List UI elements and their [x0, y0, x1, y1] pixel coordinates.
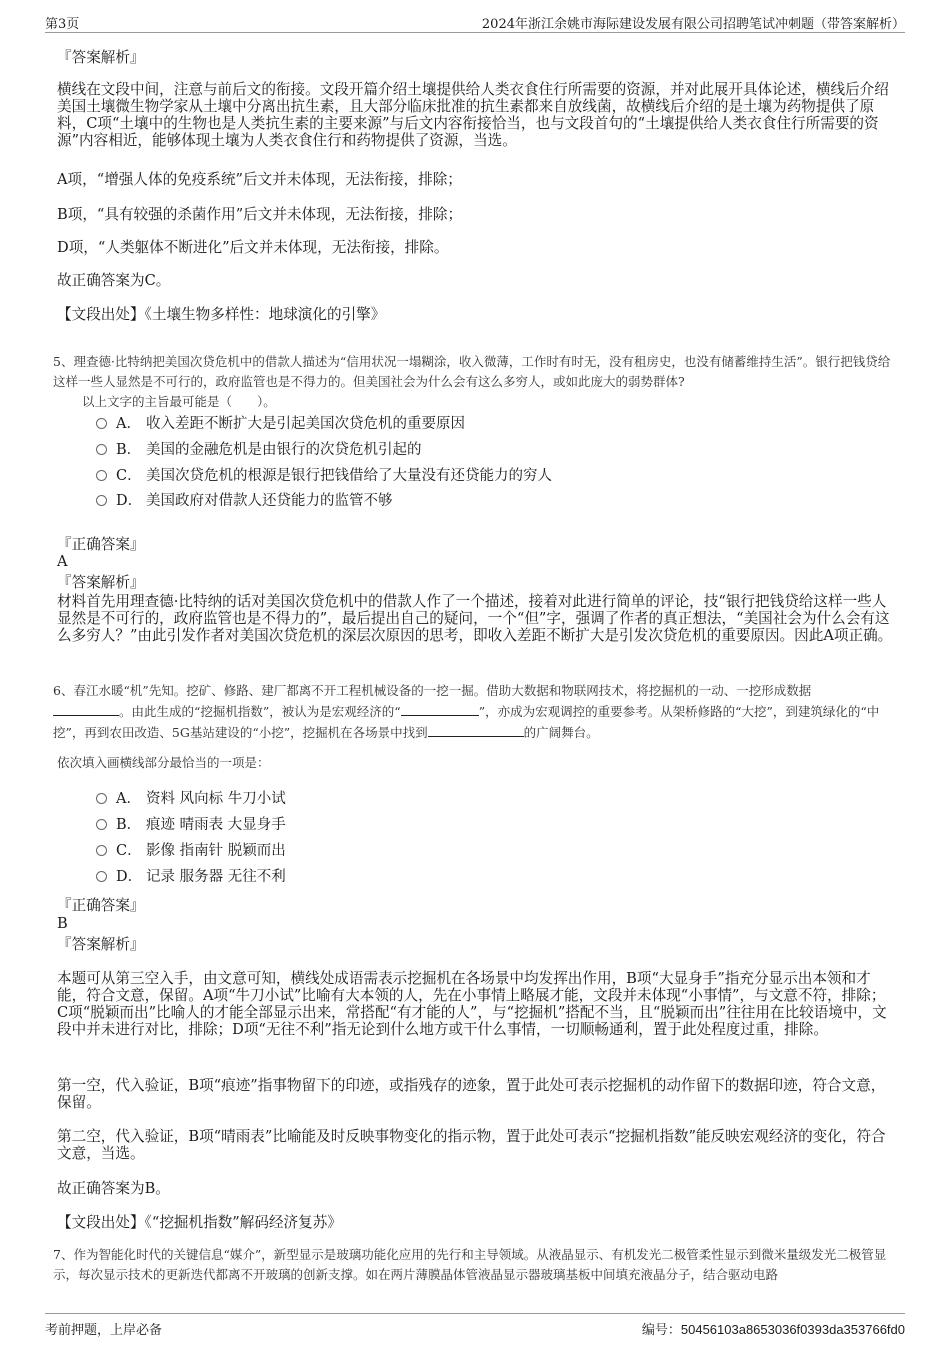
q6-answer: B — [57, 915, 68, 932]
q6-analysis-text: 本题可从第三空入手，由文意可知，横线处成语需表示挖掘机在各场景中均发挥出作用，B项“大显身手”指充分显示出本领和才能，符合文意，保留。A项“牛刀小试”比喻有大本领的人，先在小事情上略展才能，文段并未体现“小事情”，与文意不符，排除；C项“脱颖而出”比喻人的才能全部显示出来，常搭配“有才能的人”，与“挖掘机”搭配不当，且“脱颖而出”往往用在比较语境中，文段中并未进行对比，排除；D项“无往不利”指无论到什么地方或干什么事情，一切顺畅通利，置于此处程度过重，排除。 — [57, 970, 887, 1038]
q5-stem: 5、理查德·比特纳把美国次贷危机中的借款人描述为“信用状况一塌糊涂，收入微薄，工作时有时无，没有租房史，也没有储蓄维持生活”。银行把钱贷给这样一些人显然是不可行的，政府监管也是不得力的。但美国社会为什么会有这么多穷人，或如此庞大的弱势群体? — [53, 354, 891, 389]
q6-answer-label: 『正确答案』 — [57, 897, 145, 914]
q6-option-d[interactable]: D． 记录 服务器 无往不利 — [96, 868, 286, 886]
page-header — [45, 10, 905, 33]
q4-option-b-note: B项，“具有较强的杀菌作用”后文并未体现，无法衔接，排除； — [57, 206, 463, 223]
radio-icon[interactable] — [96, 444, 107, 455]
q5-option-b[interactable]: B． 美国的金融危机是由银行的次贷危机引起的 — [96, 441, 422, 459]
blank-3 — [428, 724, 524, 737]
q4-conclusion: 故正确答案为C。 — [57, 272, 171, 289]
q5-answer: A — [57, 553, 68, 570]
q6-analysis-label: 『答案解析』 — [57, 936, 145, 953]
q5-option-a[interactable]: A． 收入差距不断扩大是引起美国次贷危机的重要原因 — [96, 415, 465, 433]
blank-1 — [53, 703, 119, 716]
q4-source: 【文段出处】《土壤生物多样性：地球演化的引擎》 — [57, 306, 386, 323]
q6-option-b[interactable]: B． 痕迹 晴雨表 大显身手 — [96, 816, 286, 834]
document-title: 2024年浙江余姚市海际建设发展有限公司招聘笔试冲刺题（带答案解析） — [481, 17, 905, 32]
radio-icon[interactable] — [96, 845, 107, 856]
q5-analysis-label: 『答案解析』 — [57, 574, 145, 591]
q4-option-d-note: D项，“人类躯体不断进化”后文并未体现，无法衔接，排除。 — [57, 239, 449, 256]
q6-blank1-note: 第一空，代入验证，B项“痕迹”指事物留下的印迹，或指残存的迹象，置于此处可表示挖掘机的动作留下的数据印迹，符合文意，保留。 — [57, 1077, 886, 1111]
blank-2 — [401, 703, 479, 716]
q6-option-a[interactable]: A． 资料 风向标 牛刀小试 — [96, 790, 286, 808]
q6-source: 【文段出处】《“挖掘机指数”解码经济复苏》 — [57, 1214, 342, 1231]
q5-answer-label: 『正确答案』 — [57, 536, 145, 553]
q6-blank2-note: 第二空，代入验证，B项“晴雨表”比喻能及时反映事物变化的指示物，置于此处可表示“挖掘机指数”能反映宏观经济的变化，符合文意，当选。 — [57, 1128, 886, 1162]
q4-analysis-label: 『答案解析』 — [57, 49, 145, 66]
document-code: 编号：50456103a8653036f0393da353766fd0 — [641, 1322, 905, 1338]
q6-prompt: 依次填入画横线部分最恰当的一项是： — [57, 755, 270, 770]
q6-stem: 6、春江水暖“机”先知。挖矿、修路、建厂都离不开工程机械设备的一挖一掘。借助大数据和物联网技术，将挖掘机的一动、一挖形成数据 。由此生成的“挖掘机指数”，被认为是宏观经济的“ ”，亦成为宏观调控的重要参考。从架桥修路的“大挖”，到建筑绿化的“中挖”，再到农田改造、5G基站建设的“小挖”，挖掘机在各场景中找到 的广阔舞台。 — [53, 683, 880, 740]
q5-option-c[interactable]: C． 美国次贷危机的根源是银行把钱借给了大量没有还贷能力的穷人 — [96, 467, 552, 485]
radio-icon[interactable] — [96, 819, 107, 830]
q4-option-a-note: A项，“增强人体的免疫系统”后文并未体现，无法衔接，排除； — [57, 171, 462, 188]
q6-conclusion: 故正确答案为B。 — [57, 1180, 170, 1197]
page-footer — [45, 1313, 905, 1338]
q4-analysis-text: 横线在文段中间，注意与前后文的衔接。文段开篇介绍土壤提供给人类衣食住行所需要的资源，并对此展开具体论述，横线后介绍美国土壤微生物学家从土壤中分离出抗生素，且大部分临床批准的抗生素都来自放线菌，故横线后介绍的是土壤为药物提供了原料，C项“土壤中的生物也是人类抗生素的主要来源”与后文内容衔接恰当，也与文段首句的“土壤提供给人类衣食住行所需要的资源”内容相近，能够体现土壤为人类衣食住行和药物提供了资源，当选。 — [57, 81, 889, 149]
footer-motto: 考前押题，上岸必备 — [45, 1323, 163, 1338]
radio-icon[interactable] — [96, 871, 107, 882]
radio-icon[interactable] — [96, 495, 107, 506]
radio-icon[interactable] — [96, 793, 107, 804]
q6-option-c[interactable]: C． 影像 指南针 脱颖而出 — [96, 842, 286, 860]
radio-icon[interactable] — [96, 470, 107, 481]
radio-icon[interactable] — [96, 418, 107, 429]
q5-analysis-text: 材料首先用理查德·比特纳的话对美国次贷危机中的借款人作了一个描述，接着对此进行简单的评论，技“银行把钱贷给这样一些人显然是不可行的，政府监管也是不得力的”，最后提出自己的疑问，一个“但”字，强调了作者的真正想法，“美国社会为什么会有这么多穷人？”由此引发作者对美国次贷危机的深层次原因的思考，即收入差距不断扩大是引发次贷危机的重要原因。因此A项正确。 — [57, 593, 893, 644]
page-number: 第3页 — [45, 17, 80, 32]
q7-stem: 7、作为智能化时代的关键信息“媒介”，新型显示是玻璃功能化应用的先行和主导领域。从液晶显示、有机发光二极管柔性显示到微米量级发光二极管显示，每次显示技术的更新迭代都离不开玻璃的创新支撑。如在两片薄膜晶体管液晶显示器玻璃基板中间填充液晶分子，结合驱动电路 — [53, 1247, 887, 1282]
q5-prompt: 以上文字的主旨最可能是（ ）。 — [82, 394, 276, 409]
q5-option-d[interactable]: D． 美国政府对借款人还贷能力的监管不够 — [96, 492, 393, 510]
